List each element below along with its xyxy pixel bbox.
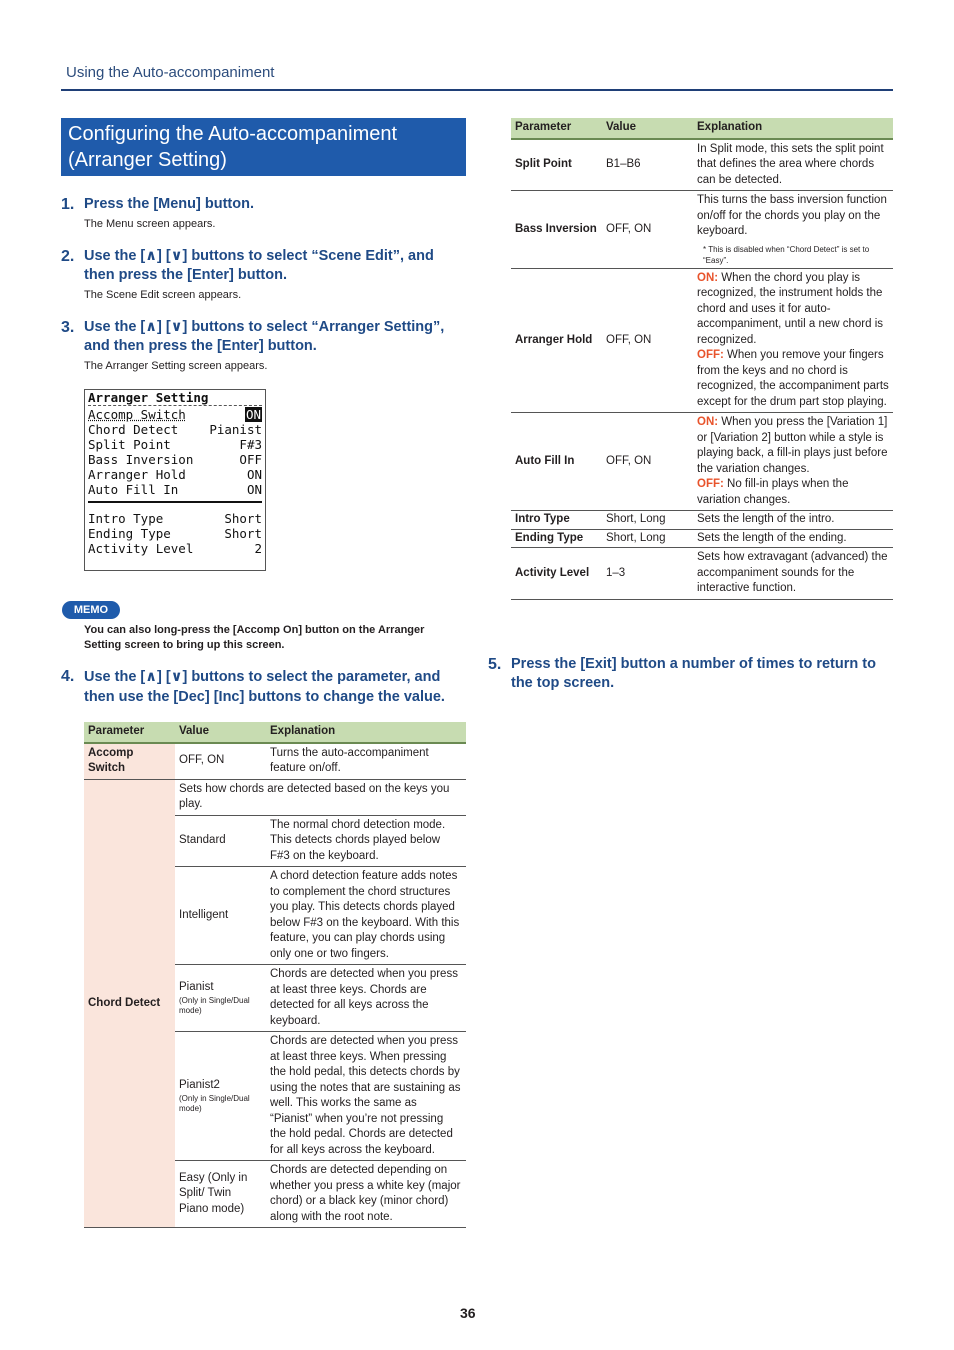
lcd-row <box>88 482 262 497</box>
value-cell: OFF, ON <box>602 268 693 413</box>
lcd-row-label: Accomp Switch <box>88 407 186 422</box>
col-header-explanation: Explanation <box>266 722 466 743</box>
memo-badge: MEMO <box>62 601 120 619</box>
value-text: Pianist <box>179 981 214 994</box>
param-cell: Chord Detect <box>84 779 175 1228</box>
col-header-value: Value <box>175 722 266 743</box>
lcd-row-label: Arranger Hold <box>88 467 186 482</box>
table-row <box>511 191 893 269</box>
lcd-row-label: Split Point <box>88 437 171 452</box>
param-cell: Bass Inversion <box>511 191 602 269</box>
lcd-divider <box>88 501 262 503</box>
table-row <box>511 139 893 191</box>
param-cell: Arranger Hold <box>511 268 602 413</box>
step-number: 5. <box>488 656 502 673</box>
lcd-row-value: ON <box>246 467 262 482</box>
step-number: 3. <box>61 319 75 336</box>
value-cell <box>175 1032 266 1161</box>
lcd-row-label: Ending Type <box>88 526 171 541</box>
off-text: When you remove your fingers from the keys and no chord is recognized, the accompaniment parts except for the drum part stop playing. <box>697 349 889 408</box>
lcd-screen <box>84 389 266 571</box>
lcd-row-label: Intro Type <box>88 511 164 526</box>
lcd-row-value: ON <box>246 482 262 497</box>
lcd-row <box>88 526 262 541</box>
step-text: Use the [∧] [∨] buttons to select the parameter, and then use the [Dec] [Inc] buttons to change the value. <box>84 669 445 705</box>
section-title-line1: Configuring the Auto-accompaniment <box>68 123 398 145</box>
lcd-row <box>88 437 262 452</box>
header-rule <box>61 89 893 91</box>
param-cell: Activity Level <box>511 548 602 600</box>
off-label: OFF: <box>697 349 724 361</box>
lcd-row-value: F#3 <box>239 437 262 452</box>
param-cell: Accomp Switch <box>84 743 175 780</box>
on-text: When you press the [Variation 1] or [Variation 2] button while a style is playing back, a fill-in plays just before the variation changes. <box>697 416 888 475</box>
value-cell: Standard <box>175 815 266 867</box>
lcd-row-value: ON <box>245 407 261 422</box>
value-cell <box>175 965 266 1032</box>
explanation-cell: The normal chord detection mode. This detects chords played below F#3 on the keyboard. <box>266 815 466 867</box>
explanation-cell <box>693 268 893 413</box>
lcd-row-value: Short <box>224 511 262 526</box>
on-label: ON: <box>697 416 719 428</box>
table-row <box>511 413 893 511</box>
explanation-cell: Chords are detected when you press at least three keys. When pressing the hold pedal, this detects chords by using the notes that are sustaining as well. This works the same as “Pianist” when you’re not pressing the hold pedal. Chords are detected for all keys across the keyboard. <box>266 1032 466 1161</box>
lcd-row <box>88 452 262 467</box>
explanation-cell <box>693 191 893 269</box>
lcd-title: Arranger Setting <box>88 390 262 406</box>
lcd-row <box>88 511 262 526</box>
lcd-row-label: Auto Fill In <box>88 482 179 497</box>
step-5 <box>488 655 893 693</box>
step-text: Press the [Exit] button a number of times to return to the top screen. <box>511 656 876 691</box>
step-text: Use the [∧] [∨] buttons to select “Arranger Setting”, and then press the [Enter] button. <box>84 319 445 354</box>
value-cell: B1–B6 <box>602 139 693 191</box>
step-2 <box>61 247 466 303</box>
param-cell: Auto Fill In <box>511 413 602 511</box>
lcd-row <box>88 422 262 437</box>
section-title <box>61 118 466 176</box>
step-4 <box>61 667 466 707</box>
param-cell: Ending Type <box>511 529 602 548</box>
table-row <box>84 779 466 815</box>
explanation-cell: In Split mode, this sets the split point that defines the area where chords can be detected. <box>693 139 893 191</box>
step-note: The Scene Edit screen appears. <box>84 289 242 301</box>
col-header-parameter: Parameter <box>84 722 175 743</box>
value-text: Pianist2 <box>179 1079 220 1092</box>
lcd-row-value: Pianist <box>209 422 262 437</box>
table-row <box>84 743 466 780</box>
step-3 <box>61 318 466 374</box>
value-cell: 1–3 <box>602 548 693 600</box>
step-note: The Menu screen appears. <box>84 218 216 230</box>
explanation-cell: Sets the length of the intro. <box>693 511 893 530</box>
value-cell: Short, Long <box>602 529 693 548</box>
col-header-value: Value <box>602 118 693 139</box>
step-number: 4. <box>61 668 75 685</box>
on-label: ON: <box>697 271 719 284</box>
value-sub-note: (Only in Single/Dual mode) <box>179 995 250 1015</box>
explanation-cell: Sets how extravagant (advanced) the accompaniment sounds for the interactive function. <box>693 548 893 600</box>
lcd-row-label: Chord Detect <box>88 422 179 437</box>
explanation-cell <box>693 413 893 511</box>
off-text: No fill-in plays when the variation changes. <box>697 478 849 506</box>
table-row <box>511 548 893 600</box>
value-cell: Intelligent <box>175 867 266 965</box>
step-number: 2. <box>61 248 75 265</box>
param-cell: Intro Type <box>511 511 602 530</box>
off-label: OFF: <box>697 478 724 490</box>
value-cell: OFF, ON <box>602 413 693 511</box>
value-sub-note: (Only in Single/Dual mode) <box>179 1093 250 1113</box>
col-header-parameter: Parameter <box>511 118 602 139</box>
explanation-cell: Chords are detected when you press at least three keys. Chords are detected for all keys across the keyboard. <box>266 965 466 1032</box>
page-number: 36 <box>460 1305 476 1321</box>
value-cell: Short, Long <box>602 511 693 530</box>
step-text: Use the [∧] [∨] buttons to select “Scene Edit”, and then press the [Enter] button. <box>84 248 434 283</box>
lcd-row-value: Short <box>224 526 262 541</box>
value-cell: OFF, ON <box>602 191 693 269</box>
on-text: When the chord you play is recognized, the instrument holds the chord and uses it for auto-accompaniment, until a new chord is recognized. <box>697 271 884 346</box>
col-header-explanation: Explanation <box>693 118 893 139</box>
explanation-cell: Turns the auto-accompaniment feature on/off. <box>266 743 466 780</box>
chord-detect-table <box>84 722 466 1228</box>
value-cell: OFF, ON <box>175 743 266 780</box>
table-row <box>511 511 893 530</box>
step-note: The Arranger Setting screen appears. <box>84 360 268 372</box>
lcd-row-value: 2 <box>254 541 262 556</box>
lcd-row-value: OFF <box>239 452 262 467</box>
explanation-cell: Chords are detected depending on whether you press a white key (major chord) or a black key (minor chord) along with the root note. <box>266 1161 466 1228</box>
lcd-row <box>88 541 262 556</box>
lcd-row <box>88 407 262 422</box>
section-title-line2: (Arranger Setting) <box>68 149 227 171</box>
step-1 <box>61 195 466 232</box>
param-cell: Split Point <box>511 139 602 191</box>
running-header: Using the Auto-accompaniment <box>66 64 275 81</box>
lcd-row-label: Activity Level <box>88 541 194 556</box>
value-cell: Easy (Only in Split/ Twin Piano mode) <box>175 1161 266 1228</box>
table-row <box>511 268 893 413</box>
footnote: * This is disabled when “Chord Detect” is set to “Easy”. <box>703 244 870 265</box>
explanation-cell: Sets the length of the ending. <box>693 529 893 548</box>
step-text: Press the [Menu] button. <box>84 196 254 212</box>
lcd-row-label: Bass Inversion <box>88 452 194 467</box>
memo-text: You can also long-press the [Accomp On] button on the Arranger Setting screen to bring up this screen. <box>84 624 425 651</box>
arranger-settings-table <box>511 118 893 600</box>
explanation-cell: Sets how chords are detected based on the keys you play. <box>175 779 466 815</box>
table-row <box>511 529 893 548</box>
explanation-text: This turns the bass inversion function on/off for the chords you play on the keyboard. <box>697 194 887 237</box>
step-number: 1. <box>61 196 75 213</box>
explanation-cell: A chord detection feature adds notes to complement the chord structures you play. This detects chords played below F#3 on the keyboard. With this feature, you can play chords using only one or two fingers. <box>266 867 466 965</box>
lcd-row <box>88 467 262 482</box>
